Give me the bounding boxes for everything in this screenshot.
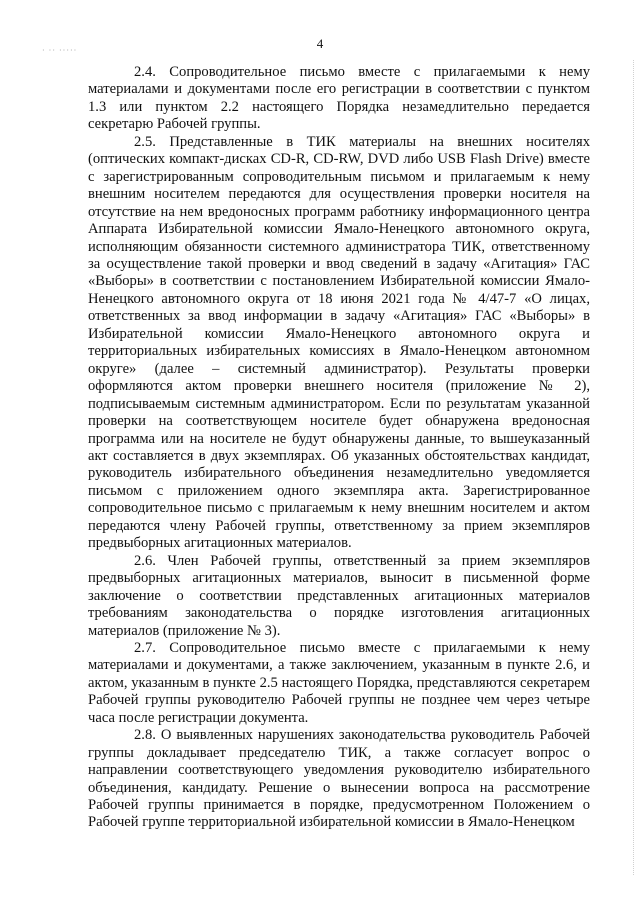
paragraph-2-7: 2.7. Сопроводительное письмо вместе с прилагаемыми к нему материалами и документами, а также заключением, указанным в пункте 2.6, и актом, указанным в пункте 2.5 настоящего Порядка, представляются секретарем Рабочей группы руководителю Рабочей группы не позднее чем через четыре часа после регистрации документа. [88,639,590,726]
paragraph-2-6: 2.6. Член Рабочей группы, ответственный за прием экземпляров предвыборных агитационных материалов, выносит в письменной форме заключение о соответствии представленных агитационных материалов требованиям законодательства о порядке изготовления агитационных материалов (приложение № 3). [88,552,590,639]
paragraph-2-5: 2.5. Представленные в ТИК материалы на внешних носителях (оптических компакт-дисках CD-R, CD-RW, DVD либо USB Flash Drive) вместе с зарегистрированным сопроводительным письмом и прилагаемым к нему внешним носителем передаются для осуществления проверки носителя на отсутствие на нем вредоносных программ работнику информационного центра Аппарата Избирательной комиссии Ямало-Ненецкого автономного округа, исполняющим обязанности системного администратора ТИК, ответственному за осуществление такой проверки и ввод сведений в задачу «Агитация» ГАС «Выборы» в соответствии с постановлением Избирательной комиссии Ямало-Ненецкого автономного округа от 18 июня 2021 года № 4/47-7 «О лицах, ответственных за ввод информации в задачу «Агитация» ГАС «Выборы» в Избирательной комиссии Ямало-Ненецкого автономного округа и территориальных избирательных комиссиях в Ямало-Ненецком автономном округе» (далее – системный администратор). Результаты проверки оформляются актом проверки внешнего носителя (приложение № 2), подписываемым системным администратором. Если по результатам указанной проверки на соответствующем носителе будет обнаружена вредоносная программа или на носителе не будут обнаружены данные, то вышеуказанный акт составляется в двух экземплярах. Об указанных обстоятельствах кандидат, руководитель избирательного объединения незамедлительно уведомляется письмом с приложением одного экземпляра акта. Зарегистрированное сопроводительное письмо с прилагаемым к нему внешним носителем и актом передаются члену Рабочей группы, ответственному за прием экземпляров предвыборных агитационных материалов. [88,133,590,552]
page-edge-line [633,60,634,875]
document-body [88,64,590,832]
paragraph-2-4: 2.4. Сопроводительное письмо вместе с прилагаемыми к нему материалами и документами после его регистрации в соответствии с пунктом 1.3 или пунктом 2.2 настоящего Порядка незамедлительно передается секретарю Рабочей группы. [88,64,590,133]
page-number: 4 [316,36,324,51]
scan-artifact: · ·· ····· [42,46,78,55]
paragraph-2-8: 2.8. О выявленных нарушениях законодательства руководитель Рабочей группы докладывает председателю ТИК, а также согласует вопрос о направлении соответствующего уведомления руководителю избирательного объединения, кандидату. Решение о вынесении вопроса на рассмотрение Рабочей группы принимается в порядке, предусмотренном Положением о Рабочей группе территориальной избирательной комиссии в Ямало-Ненецком [88,727,590,831]
